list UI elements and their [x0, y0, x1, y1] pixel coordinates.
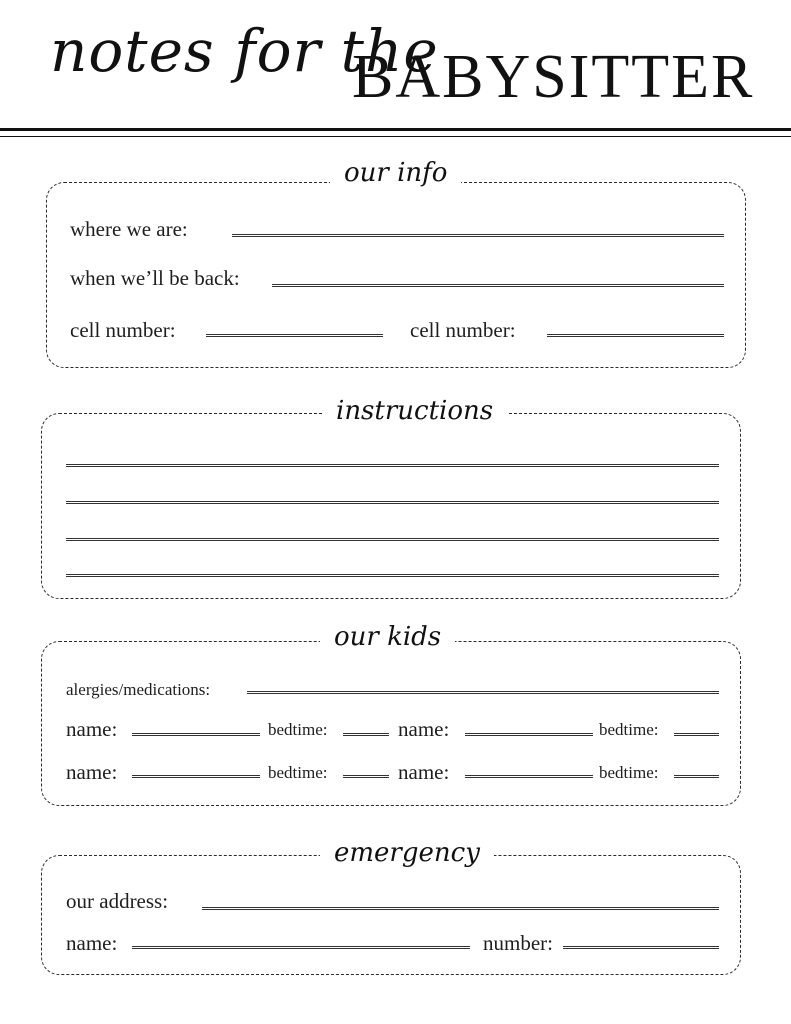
allergies-label: alergies/medications:	[66, 680, 211, 699]
bedtime-field-1[interactable]	[343, 733, 389, 736]
our-address-field[interactable]	[202, 907, 719, 910]
kid-name-label-2: name:	[398, 717, 450, 741]
bedtime-label-3: bedtime:	[268, 763, 328, 782]
header-rule-thin	[0, 136, 791, 137]
kid-name-field-4[interactable]	[465, 775, 593, 778]
our-kids-heading: our kids	[320, 624, 455, 650]
bedtime-label-1: bedtime:	[268, 720, 328, 739]
bedtime-label-4: bedtime:	[599, 763, 659, 782]
cell-number-label-1: cell number:	[70, 318, 176, 342]
instructions-line-1[interactable]	[66, 464, 719, 467]
emergency-box	[41, 855, 741, 975]
kid-name-label-3: name:	[66, 760, 118, 784]
header-rule-thick	[0, 128, 791, 131]
emergency-name-label: name:	[66, 931, 118, 955]
bedtime-field-2[interactable]	[674, 733, 719, 736]
kid-name-field-2[interactable]	[465, 733, 593, 736]
kid-name-label-1: name:	[66, 717, 118, 741]
instructions-heading: instructions	[322, 398, 507, 424]
emergency-heading: emergency	[320, 840, 494, 866]
our-info-heading: our info	[330, 160, 461, 186]
allergies-field[interactable]	[247, 691, 719, 694]
main-title: BABYSITTER	[352, 43, 755, 111]
cell-number-field-1[interactable]	[206, 334, 383, 337]
emergency-number-label: number:	[483, 931, 553, 955]
bedtime-field-3[interactable]	[343, 775, 389, 778]
where-we-are-field[interactable]	[232, 234, 724, 237]
kid-name-label-4: name:	[398, 760, 450, 784]
where-we-are-label: where we are:	[70, 217, 188, 241]
our-address-label: our address:	[66, 889, 169, 913]
cell-number-label-2: cell number:	[410, 318, 516, 342]
emergency-name-field[interactable]	[132, 946, 470, 949]
instructions-box	[41, 413, 741, 599]
emergency-number-field[interactable]	[563, 946, 719, 949]
kid-name-field-3[interactable]	[132, 775, 260, 778]
when-back-label: when we’ll be back:	[70, 266, 240, 290]
kid-name-field-1[interactable]	[132, 733, 260, 736]
instructions-line-4[interactable]	[66, 574, 719, 577]
script-title: notes for the	[50, 17, 439, 85]
cell-number-field-2[interactable]	[547, 334, 724, 337]
bedtime-label-2: bedtime:	[599, 720, 659, 739]
bedtime-field-4[interactable]	[674, 775, 719, 778]
when-back-field[interactable]	[272, 284, 724, 287]
instructions-line-3[interactable]	[66, 538, 719, 541]
instructions-line-2[interactable]	[66, 501, 719, 504]
